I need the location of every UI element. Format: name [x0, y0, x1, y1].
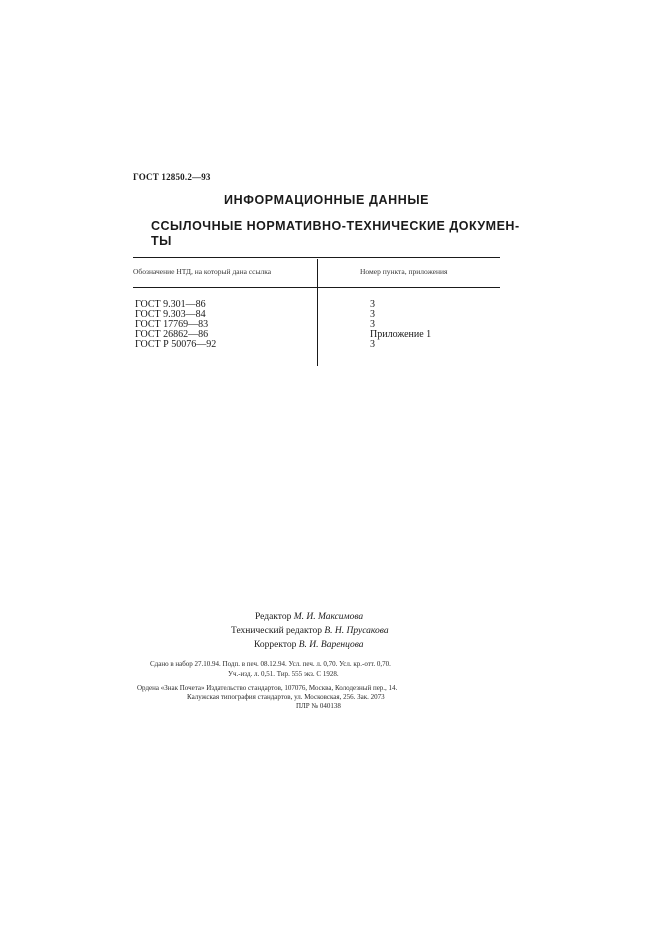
imprint-line-2: Уч.-изд. л. 0,51. Тир. 555 экз. С 1928.	[228, 670, 339, 678]
table-row	[135, 340, 216, 350]
section-title-line-2: ТЫ	[151, 234, 172, 248]
table-cell-item: 3	[370, 339, 375, 350]
table-row	[370, 340, 375, 350]
publisher-line-3: ПЛР № 040138	[296, 702, 341, 710]
section-title-line-1: ССЫЛОЧНЫЕ НОРМАТИВНО-ТЕХНИЧЕСКИЕ ДОКУМЕН-	[151, 219, 520, 233]
imprint-line-1: Сдано в набор 27.10.94. Подп. в печ. 08.12.94. Усл. печ. л. 0,70. Усл. кр.-отт. 0,70.	[150, 660, 391, 668]
credit-corrector-role: Корректор	[254, 640, 297, 650]
credit-corrector-name: В. И. Варенцова	[298, 640, 364, 650]
table-header-item: Номер пункта, приложения	[360, 267, 448, 276]
table-row	[370, 330, 431, 340]
credit-tech-editor	[231, 626, 389, 636]
publisher-line-1: Ордена «Знак Почета» Издательство стандартов, 107076, Москва, Колодезный пер., 14.	[137, 684, 398, 692]
credit-editor	[255, 612, 363, 622]
table-cell-item: 3	[370, 299, 375, 310]
credit-corrector	[254, 640, 364, 650]
table-column-divider	[317, 259, 318, 366]
credit-tech-editor-name: В. Н. Прусакова	[324, 626, 389, 636]
table-cell-ntd: ГОСТ Р 50076—92	[135, 339, 217, 350]
document-code: ГОСТ 12850.2—93	[133, 172, 211, 182]
credit-tech-editor-role: Технический редактор	[231, 626, 322, 636]
table-cell-item: 3	[370, 319, 375, 330]
credit-editor-name: М. И. Максимова	[293, 612, 364, 622]
table-cell-ntd: ГОСТ 17769—83	[135, 319, 209, 330]
table-header-ntd: Обозначение НТД, на который дана ссылка	[133, 267, 272, 276]
table-cell-item: 3	[370, 309, 375, 320]
table-cell-item: Приложение 1	[370, 329, 432, 340]
credit-editor-role: Редактор	[255, 612, 292, 622]
section-title	[151, 219, 520, 249]
main-title: ИНФОРМАЦИОННЫЕ ДАННЫЕ	[224, 193, 430, 207]
table-cell-ntd: ГОСТ 26862—86	[135, 329, 209, 340]
publisher-line-2: Калужская типография стандартов, ул. Московская, 256. Зак. 2073	[187, 693, 385, 701]
table-cell-ntd: ГОСТ 9.301—86	[135, 299, 206, 310]
table-cell-ntd: ГОСТ 9.303—84	[135, 309, 206, 320]
